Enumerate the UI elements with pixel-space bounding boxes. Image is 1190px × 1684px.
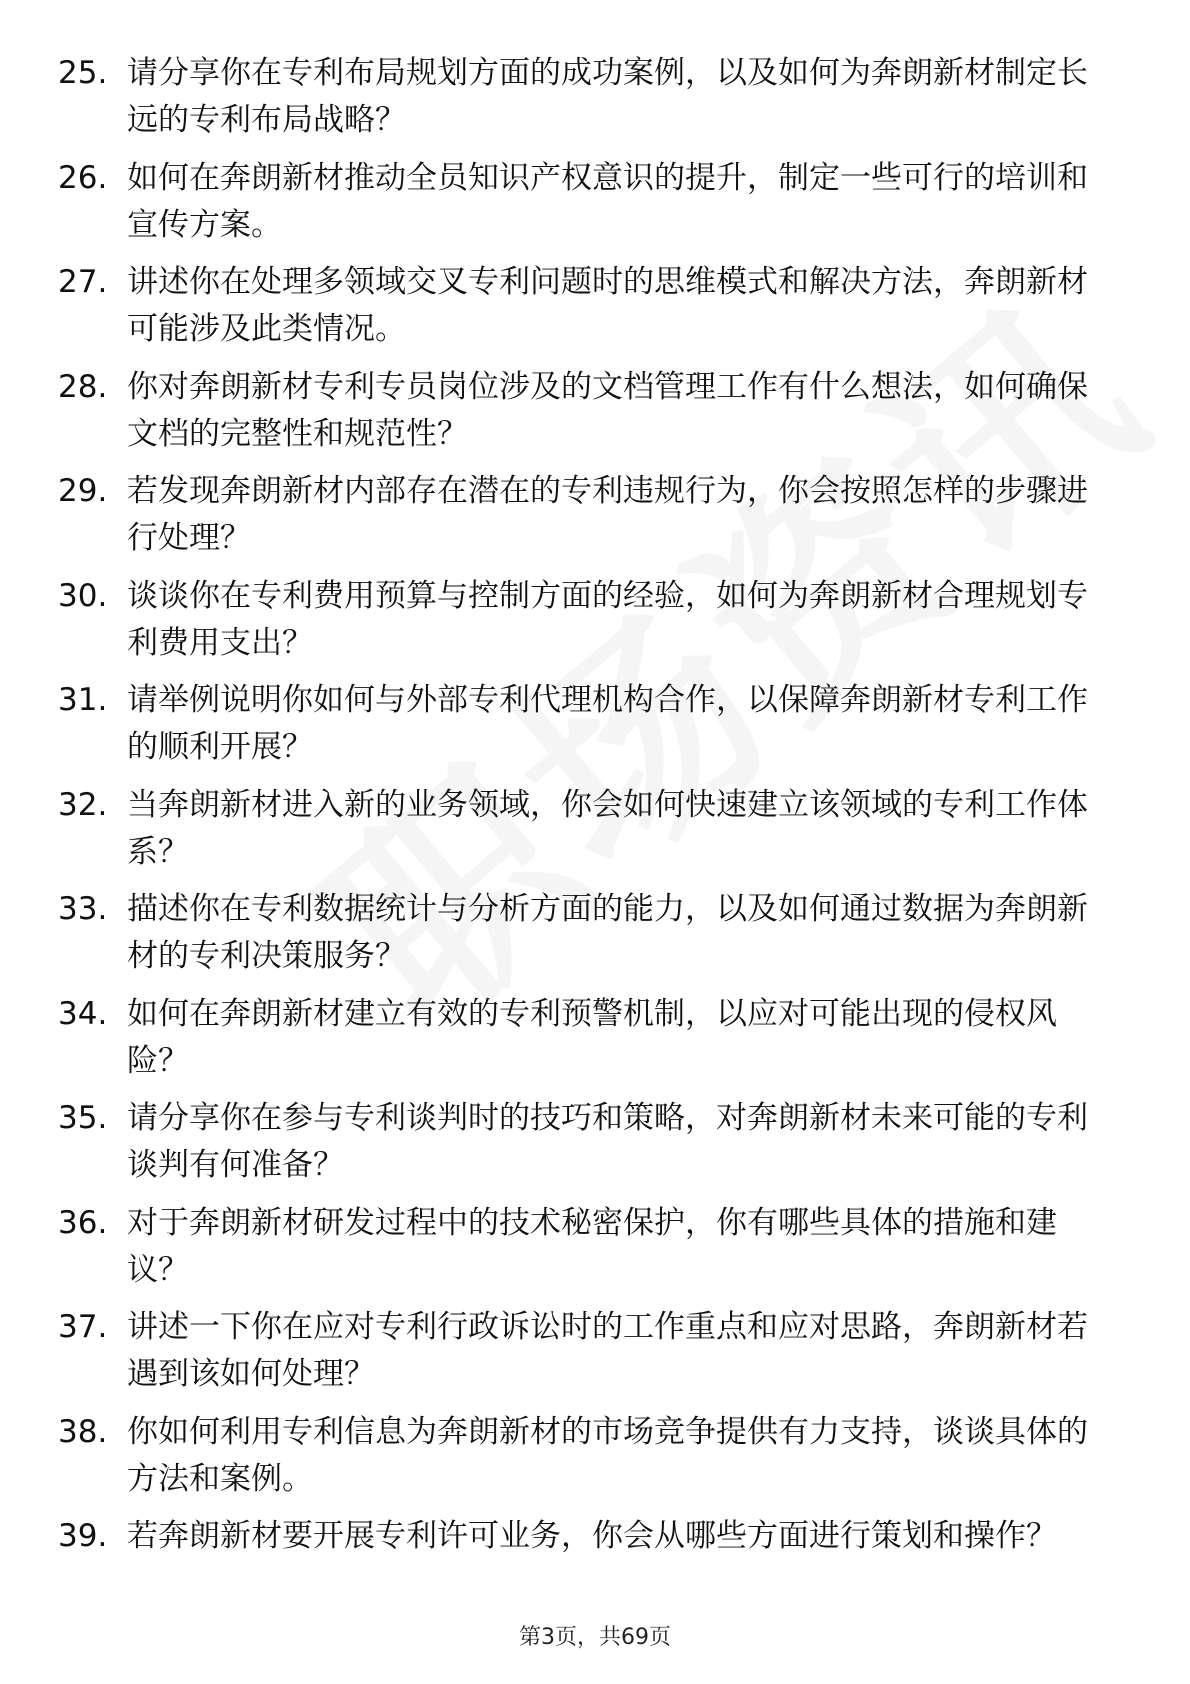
- question-item: [58, 677, 1118, 771]
- question-item: [58, 155, 1118, 249]
- question-text: 对于奔朗新材研发过程中的技术秘密保护，你有哪些具体的措施和建议？: [127, 1204, 1057, 1288]
- question-list: [58, 50, 1118, 1571]
- page-number-footer: 第3页，共69页: [519, 1625, 671, 1650]
- question-number: 39.: [58, 1518, 108, 1554]
- question-item: [58, 1513, 1118, 1560]
- question-number: 25.: [58, 55, 108, 91]
- question-item: [58, 1200, 1118, 1294]
- question-item: [58, 782, 1118, 876]
- question-text: 请分享你在参与专利谈判时的技巧和策略，对奔朗新材未来可能的专利谈判有何准备？: [127, 1100, 1088, 1183]
- question-number: 33.: [58, 891, 108, 927]
- question-item: [58, 1409, 1118, 1503]
- question-number: 38.: [58, 1413, 108, 1450]
- question-text: 若奔朗新材要开展专利许可业务，你会从哪些方面进行策划和操作？: [127, 1518, 1057, 1554]
- question-item: [58, 468, 1118, 562]
- question-item: [58, 1304, 1118, 1398]
- question-text: 描述你在专利数据统计与分析方面的能力，以及如何通过数据为奔朗新材的专利决策服务？: [127, 891, 1088, 974]
- question-text: 若发现奔朗新材内部存在潜在的专利违规行为，你会按照怎样的步骤进行处理？: [127, 473, 1088, 556]
- question-item: [58, 364, 1118, 458]
- question-number: 30.: [58, 577, 108, 614]
- question-item: [58, 991, 1118, 1085]
- question-item: [58, 259, 1118, 353]
- question-text: 请分享你在专利布局规划方面的成功案例，以及如何为奔朗新材制定长远的专利布局战略？: [127, 55, 1088, 138]
- question-number: 35.: [58, 1100, 108, 1136]
- question-number: 27.: [58, 264, 108, 300]
- question-text: 请举例说明你如何与外部专利代理机构合作，以保障奔朗新材专利工作的顺利开展？: [127, 682, 1088, 765]
- question-item: [58, 1095, 1118, 1189]
- question-number: 32.: [58, 786, 108, 823]
- question-text: 讲述你在处理多领域交叉专利问题时的思维模式和解决方法，奔朗新材可能涉及此类情况。: [127, 264, 1088, 347]
- question-text: 当奔朗新材进入新的业务领域，你会如何快速建立该领域的专利工作体系？: [127, 786, 1088, 870]
- question-number: 26.: [58, 159, 108, 196]
- question-number: 34.: [58, 995, 108, 1032]
- question-text: 谈谈你在专利费用预算与控制方面的经验，如何为奔朗新材合理规划专利费用支出？: [127, 577, 1088, 661]
- question-number: 36.: [58, 1204, 108, 1241]
- question-text: 你对奔朗新材专利专员岗位涉及的文档管理工作有什么想法，如何确保文档的完整性和规范性？: [127, 368, 1088, 452]
- question-text: 如何在奔朗新材推动全员知识产权意识的提升，制定一些可行的培训和宣传方案。: [127, 159, 1088, 243]
- question-text: 你如何利用专利信息为奔朗新材的市场竞争提供有力支持，谈谈具体的方法和案例。: [127, 1413, 1088, 1497]
- question-item: [58, 573, 1118, 667]
- question-item: [58, 50, 1118, 144]
- question-text: 如何在奔朗新材建立有效的专利预警机制，以应对可能出现的侵权风险？: [127, 995, 1057, 1079]
- question-item: [58, 886, 1118, 980]
- question-number: 28.: [58, 368, 108, 405]
- question-text: 讲述一下你在应对专利行政诉讼时的工作重点和应对思路，奔朗新材若遇到该如何处理？: [127, 1309, 1088, 1392]
- question-number: 31.: [58, 682, 108, 718]
- question-number: 37.: [58, 1309, 108, 1345]
- question-number: 29.: [58, 473, 108, 509]
